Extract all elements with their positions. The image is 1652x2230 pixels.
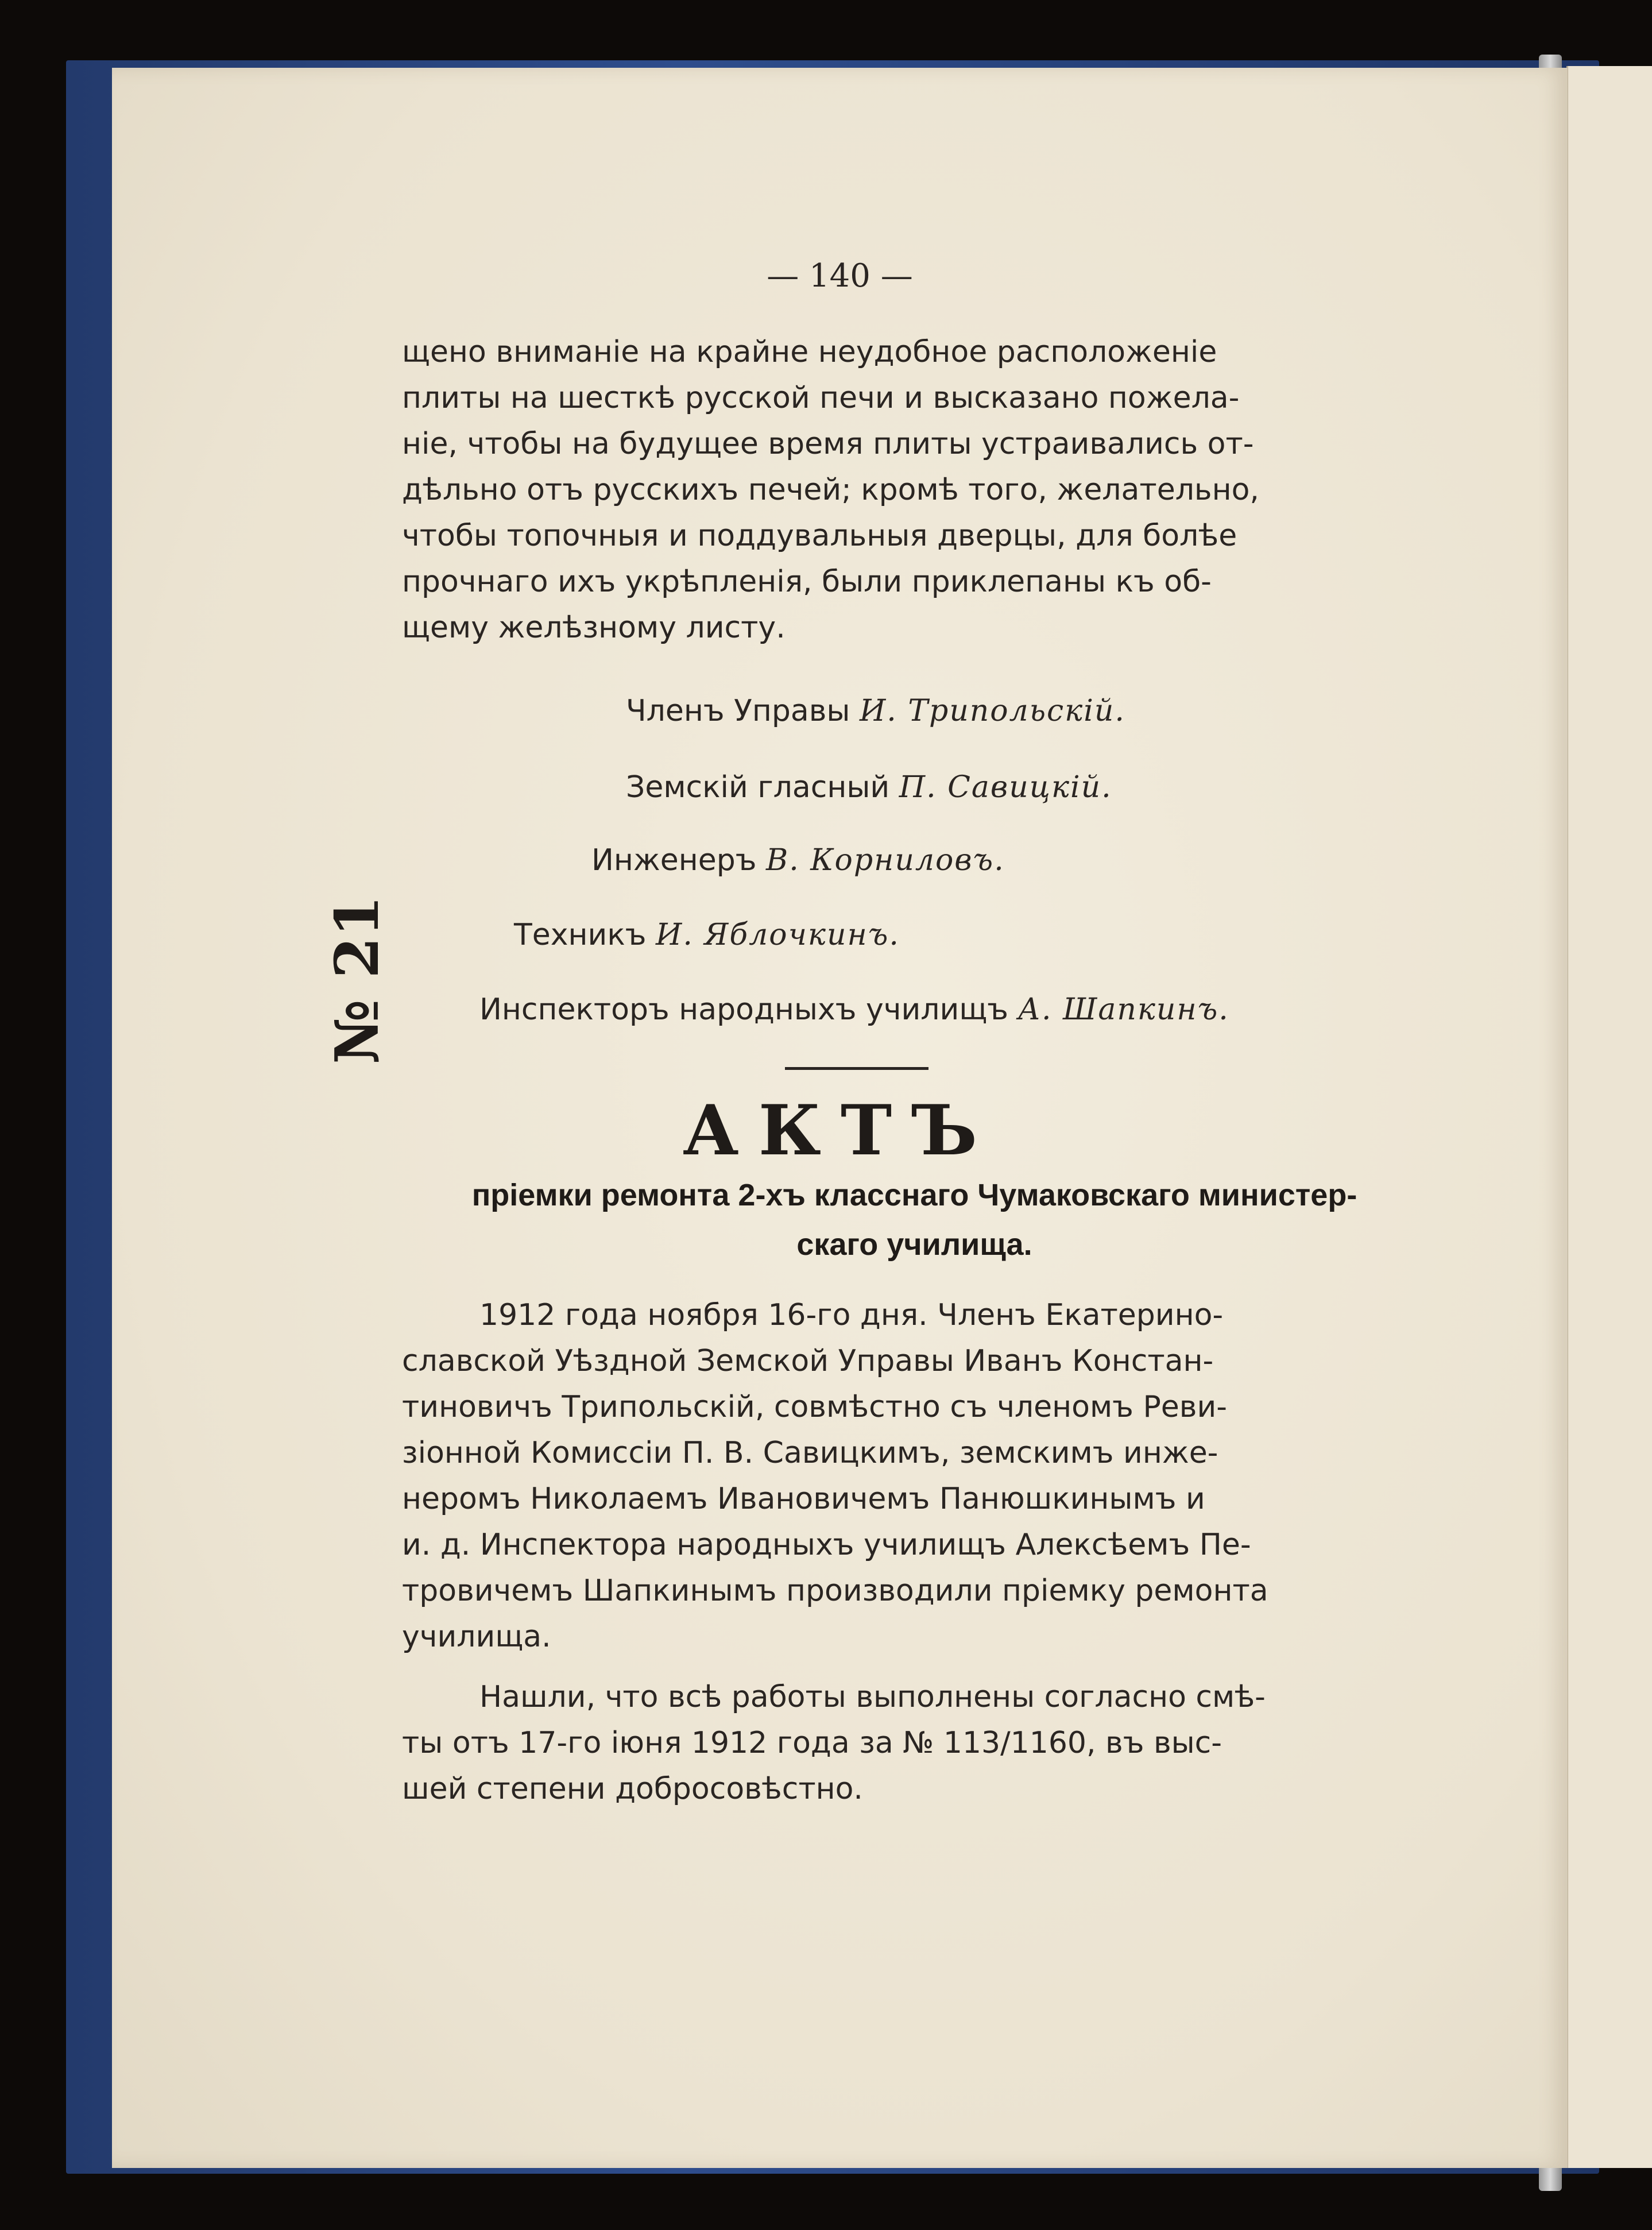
signature-4: [514, 918, 900, 952]
paragraph-2: [402, 1292, 1427, 1660]
signature-1: [626, 694, 1125, 728]
book-page: [112, 68, 1568, 2168]
text-line: тиновичъ Трипольскій, совмѣстно съ членомъ Реви-: [402, 1390, 1228, 1424]
text-line: зіонной Комиссіи П. В. Савицкимъ, земскимъ инже-: [402, 1436, 1218, 1470]
act-subtitle: [402, 1170, 1427, 1269]
subtitle-line: скаго училища.: [796, 1227, 1032, 1262]
signature-role: Инспекторъ народныхъ училищъ: [479, 992, 1009, 1027]
margin-stamp-number: № 21: [322, 895, 392, 1064]
page-number: — 140 —: [767, 257, 913, 295]
signature-name: И. Яблочкинъ.: [656, 918, 900, 952]
paragraph-3: [402, 1674, 1427, 1812]
text-line: Нашли, что всѣ работы выполнены согласно смѣ-: [479, 1680, 1266, 1714]
text-line: шей степени добросовѣстно.: [402, 1772, 863, 1806]
text-line: щему желѣзному листу.: [402, 610, 786, 645]
signature-role: Техникъ: [514, 918, 647, 952]
signature-role: Земскій гласный: [626, 770, 890, 805]
section-divider: [785, 1067, 928, 1070]
text-line: щено вниманіе на крайне неудобное расположеніе: [402, 335, 1217, 369]
paragraph-1: [402, 329, 1427, 651]
text-line: тровичемъ Шапкинымъ производили пріемку ремонта: [402, 1574, 1268, 1608]
text-line: и. д. Инспектора народныхъ училищъ Алексѣемъ Пе-: [402, 1528, 1251, 1562]
next-page-edge: [1566, 66, 1652, 2168]
text-line: ты отъ 17-го іюня 1912 года за № 113/1160, въ выс-: [402, 1726, 1222, 1760]
signature-name: И. Трипольскій.: [859, 694, 1125, 728]
act-title: АКТЪ: [683, 1090, 997, 1171]
text-line: неромъ Николаемъ Ивановичемъ Панюшкинымъ и: [402, 1482, 1205, 1516]
text-line: ніе, чтобы на будущее время плиты устраивались от-: [402, 427, 1254, 461]
text-line: прочнаго ихъ укрѣпленія, были приклепаны къ об-: [402, 565, 1212, 599]
signature-name: А. Шапкинъ.: [1017, 992, 1229, 1027]
signature-3: [591, 843, 1005, 878]
text-line: училища.: [402, 1620, 551, 1654]
text-line: славской Уѣздной Земской Управы Иванъ Констан-: [402, 1344, 1214, 1378]
signature-role: Инженеръ: [591, 843, 757, 878]
signature-2: [626, 770, 1112, 805]
signature-name: П. Савицкій.: [899, 770, 1112, 805]
text-line: дѣльно отъ русскихъ печей; кромѣ того, желательно,: [402, 473, 1259, 507]
text-line: чтобы топочныя и поддувальныя дверцы, для болѣе: [402, 519, 1237, 553]
signature-role: Членъ Управы: [626, 694, 850, 728]
signature-5: [479, 992, 1229, 1027]
text-line: плиты на шесткѣ русской печи и высказано пожела-: [402, 381, 1240, 415]
signature-name: В. Корниловъ.: [766, 843, 1005, 878]
subtitle-line: пріемки ремонта 2-хъ класснаго Чумаковскаго министер-: [471, 1178, 1357, 1212]
text-line: 1912 года ноября 16-го дня. Членъ Екатерино-: [479, 1298, 1224, 1332]
